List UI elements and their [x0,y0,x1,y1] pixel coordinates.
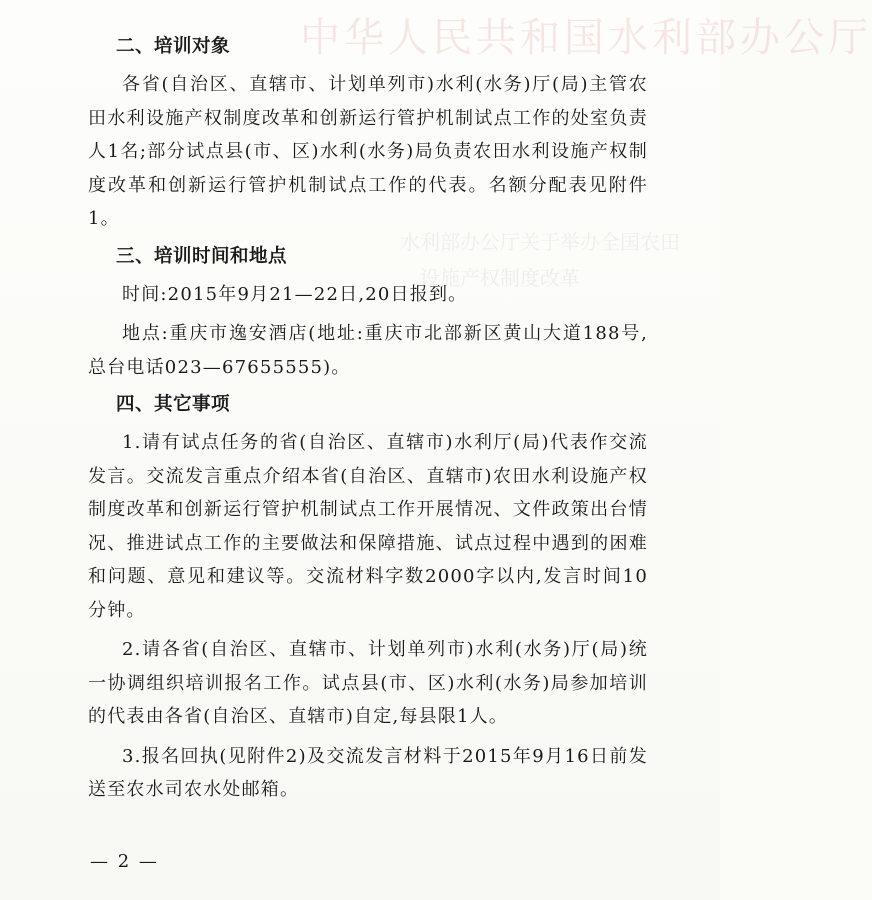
page-number: — 2 — [90,851,159,872]
section-training-targets [88,32,648,236]
section-heading: 二、培训对象 [116,36,231,57]
bleed-through-title: 中华人民共和国水利部办公厅 [300,15,872,61]
section-time-and-place [88,242,648,385]
paragraph: 2.请各省(自治区、直辖市、计划单列市)水利(水务)厅(局)统一协调组织培训报名工作。试点县(市、区)水利(水务)局参加培训的代表由各省(自治区、直辖市)自定,每县限1人。 [88,639,648,727]
bleed-through-line: 水利部办公厅关于举办全国农田 [400,230,680,254]
section-other-matters [88,390,648,807]
section-heading: 四、其它事项 [116,394,231,415]
paragraph: 地点:重庆市逸安酒店(地址:重庆市北部新区黄山大道188号,总台电话023—67655555)。 [88,323,648,378]
bleed-through-line: 设施产权制度改革 [420,266,580,290]
paragraph: 1.请有试点任务的省(自治区、直辖市)水利厅(局)代表作交流发言。交流发言重点介绍本省(自治区、直辖市)农田水利设施产权制度改革和创新运行管护机制试点工作开展情况、文件政策出台情况、推进试点工作的主要做法和保障措施、试点过程中遇到的困难和问题、意见和建议等。交流材料字数2000字以内,发言时间10分钟。 [88,432,648,621]
document-body [88,28,648,813]
paragraph: 各省(自治区、直辖市、计划单列市)水利(水务)厅(局)主管农田水利设施产权制度改革和创新运行管护机制试点工作的处室负责人1名;部分试点县(市、区)水利(水务)局负责农田水利设施产权制度改革和创新运行管护机制试点工作的代表。名额分配表见附件1。 [88,74,648,229]
paragraph: 3.报名回执(见附件2)及交流发言材料于2015年9月16日前发送至农水司农水处邮箱。 [88,745,648,800]
section-heading: 三、培训时间和地点 [116,245,288,267]
paragraph: 时间:2015年9月21—22日,20日报到。 [122,283,468,305]
